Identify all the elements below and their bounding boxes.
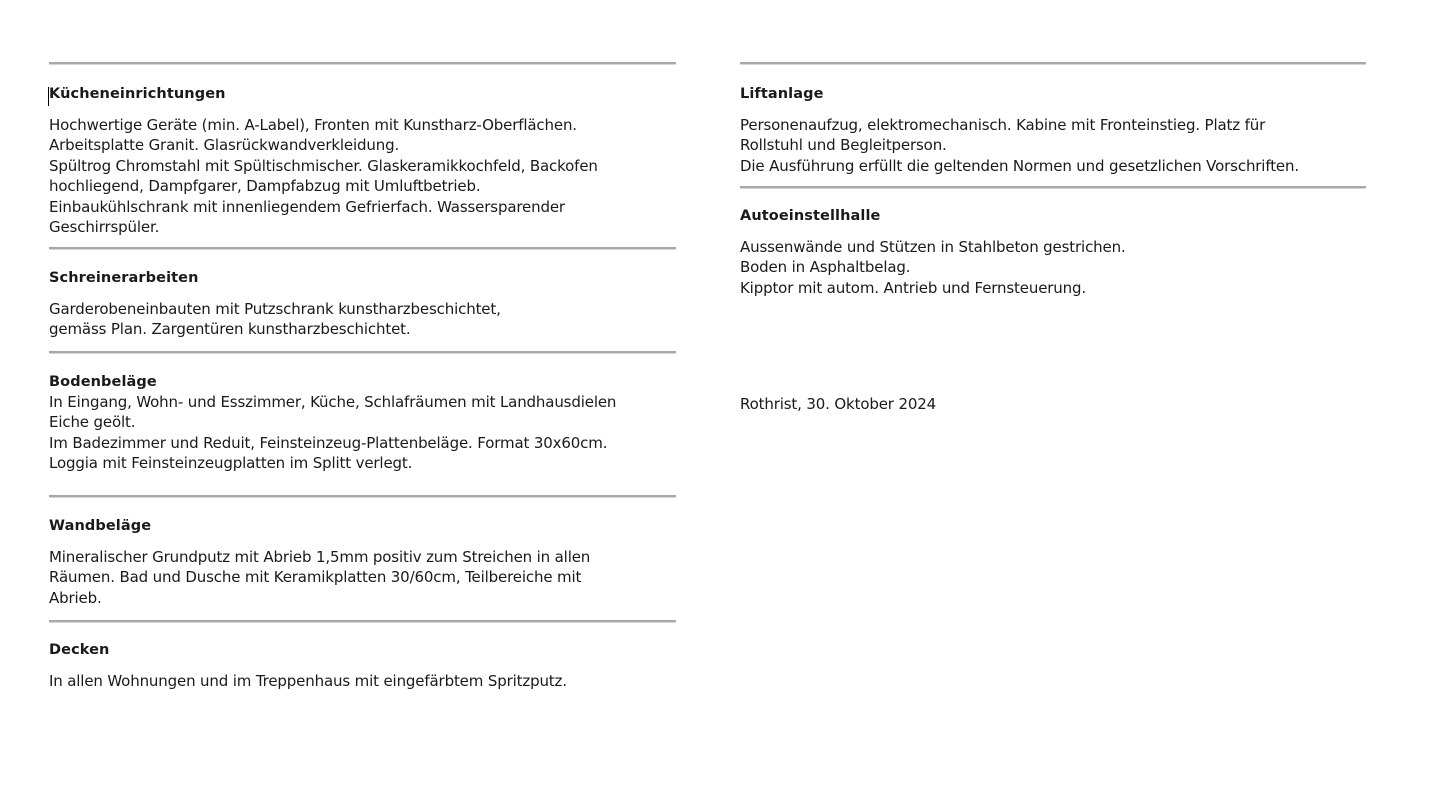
section-body[interactable]: In allen Wohnungen und im Treppenhaus mit eingefärbtem Spritzputz. xyxy=(49,672,567,690)
section-body[interactable]: Personenaufzug, elektromechanisch. Kabine mit Fronteinstieg. Platz für Rollstuhl und Begleitperson. Die Ausführung erfüllt die geltenden Normen und gesetzlichen Vorschriften. xyxy=(740,116,1299,175)
section-heading: Wandbeläge xyxy=(49,518,152,534)
section-kuecheneinrichtungen xyxy=(49,65,676,247)
section-heading: Kücheneinrichtungen xyxy=(49,86,226,102)
section-heading: Liftanlage xyxy=(740,86,824,102)
section-heading: Schreinerarbeiten xyxy=(49,270,199,286)
left-column xyxy=(49,62,676,691)
text-cursor xyxy=(48,87,49,106)
section-body[interactable]: Aussenwände und Stützen in Stahlbeton gestrichen. Boden in Asphaltbelag. Kipptor mit autom. Antrieb und Fernsteuerung. xyxy=(740,238,1126,297)
section-bodenbelaege xyxy=(49,354,676,495)
section-body[interactable]: In Eingang, Wohn- und Esszimmer, Küche, Schlafräumen mit Landhausdielen Eiche geölt. Im Badezimmer und Reduit, Feinsteinzeug-Plattenbeläge. Format 30x60cm. Loggia mit Feinsteinzeugplatten im Splitt verlegt. xyxy=(49,393,617,473)
right-column xyxy=(740,62,1366,298)
place-date: Rothrist, 30. Oktober 2024 xyxy=(740,395,937,413)
section-schreinerarbeiten xyxy=(49,250,676,351)
section-body[interactable]: Mineralischer Grundputz mit Abrieb 1,5mm positiv zum Streichen in allen Räumen. Bad und Dusche mit Keramikplatten 30/60cm, Teilbereiche mit Abrieb. xyxy=(49,548,591,607)
section-autoeinstellhalle xyxy=(740,189,1366,298)
section-heading: Autoeinstellhalle xyxy=(740,208,881,224)
section-body[interactable]: Hochwertige Geräte (min. A-Label), Fronten mit Kunstharz-Oberflächen. Arbeitsplatte Granit. Glasrückwandverkleidung. Spültrog Chromstahl mit Spültischmischer. Glaskeramikkochfeld, Backofen hochliegend, Dampfgarer, Dampfabzug mit Umluftbetrieb. Einbaukühlschrank mit innenliegendem Gefrierfach. Wassersparender Geschirrspüler. xyxy=(49,116,598,237)
section-heading: Bodenbeläge xyxy=(49,374,157,390)
section-liftanlage xyxy=(740,65,1366,186)
section-wandbelaege xyxy=(49,498,676,620)
section-heading: Decken xyxy=(49,642,110,658)
section-decken xyxy=(49,623,676,691)
section-body[interactable]: Garderobeneinbauten mit Putzschrank kunstharzbeschichtet, gemäss Plan. Zargentüren kunstharzbeschichtet. xyxy=(49,300,501,339)
